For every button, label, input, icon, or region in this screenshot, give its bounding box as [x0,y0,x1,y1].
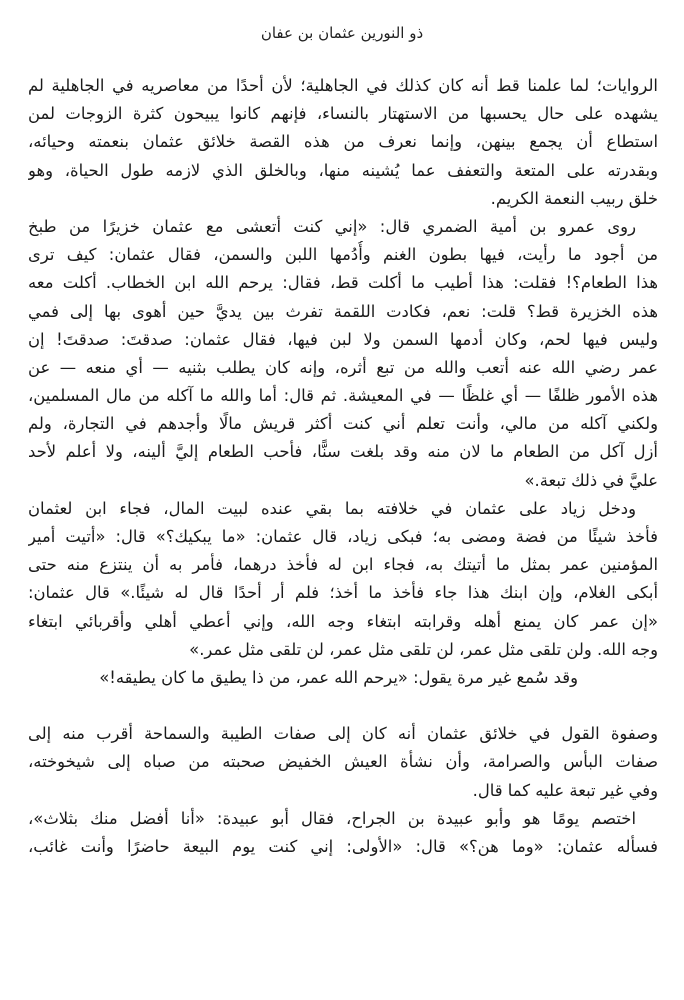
paragraph [28,495,658,664]
paragraph [28,720,658,805]
text-line: يشهده على حال يحسبها من الاستهتار بالنساء، فإنهم كانوا يبيحون كثرة الزوجات لمن [28,104,658,124]
text-line: هذا الطعام؟! فقلت: هذا أطيب ما أكلت قط، فقال: يرحم الله ابن الخطاب. أكلت معه [28,273,658,293]
paragraph [28,213,658,495]
text-line: ودخل زياد على عثمان في خلافته بما بقي عنده لبيت المال، فجاء ابن لعثمان [28,498,636,518]
text-line: روى عمرو بن أمية الضمري قال: «إني كنت أتعشى مع عثمان خزيرًا من طبخ [28,216,636,236]
text-line: من أجود ما رأيت، فيها بطون الغنم وأُدُمها اللبن والسمن، فقال عثمان: كيف ترى [28,245,658,265]
text-line: أبكى الغلام، وإن ابنك هذا جاء فأخذ ما أخذ؛ فلم أر أحدًا قال له شيئًا.» قال عثمان: [28,583,658,603]
paragraph [28,72,658,213]
page-body [28,72,658,861]
text-line: الروايات؛ لما علمنا قط أنه كان كذلك في الجاهلية؛ لأن أحدًا من معاصريه في الجاهلية لم [28,76,658,95]
paragraph [28,805,658,861]
text-line: خلق ربيب النعمة الكريم. [490,188,658,208]
paragraph-gap [28,692,658,720]
text-line: اختصم يومًا هو وأبو عبيدة بن الجراح، فقال أبو عبيدة: «أنا أفضل منك بثلاث»، [28,808,636,828]
text-line: «إن عمر كان يمنع أهله وقرابته ابتغاء وجه الله، وإني أعطي أهلي وأقربائي ابتغاء [28,611,658,631]
text-line: وليس فيها لحم، وكان أدمها السمن ولا لبن فيها، فقال عثمان: صدقتَ: صدقتَ! إن [28,329,658,349]
text-line: وجه الله. ولن تلقى مثل عمر، لن تلقى مثل عمر، لن تلقى مثل عمر.» [189,639,658,659]
text-line: هذه الأمور ظلفًا — أي غلظًا — في المعيشة. ثم قال: أما والله ما آكله من مال المسلمين، [28,386,658,406]
text-line: أزل آكل من الطعام ما لان منه وقد بلغت سنًّا، فأحب الطعام إليَّ ألينه، ولا أعلم لأحد [28,442,658,462]
text-line: فسأله عثمان: «وما هن؟» قال: «الأولى: إني كنت يوم البيعة حاضرًا وأنت غائب، [28,836,658,856]
text-line: فأخذ شيئًا من فضة ومضى به؛ فبكى زياد، قال عثمان: «ما يبكيك؟» قال: «أتيت أمير [28,527,658,546]
text-line: وقد سُمع غير مرة يقول: «يرحم الله عمر، من ذا يطيق ما كان يطيقه!» [99,667,578,687]
text-line: وصفوة القول في خلائق عثمان أنه كان إلى صفات الطيبة والسماحة أقرب منه إلى [28,724,658,744]
text-line: ولكني آكله من مالي، وأنت تعلم أني كنت أكثر قريش مالًا وأجدهم في التجارة، ولم [28,414,658,434]
text-line: عليَّ في ذلك تبعة.» [524,470,658,490]
text-line: هذه الخزيرة قط؟ قلت: نعم، فكادت اللقمة تفرث بين يديَّ حين أهوى بها إلى فمي [28,301,658,321]
running-header: ذو النورين عثمان بن عفان [260,24,424,42]
text-line: المؤمنين عمر بمثل ما أتيتك به، فجاء ابن له فأخذ درهما، فأمر به أن ينتزع منه حتى [28,555,658,575]
text-line: عمر رضي الله عنه أتعب والله من تبع أثره، وإنه كان يطلب بثنيه — أي منعه — عن [28,357,658,377]
text-line: صفات البأس والصرامة، وأن نشأة العيش الخفيض صحبته من صباه إلى شيخوخته، [28,752,658,772]
text-line: استطاع أن يجمع بينهن، وإنما نعرف من هذه القصة خلائق عثمان بنعمته وحيائه، [28,132,658,152]
paragraph [28,664,658,692]
text-line: وفي غير تبعة عليه كما قال. [472,780,658,800]
text-line: وبقدرته على المتعة والتعفف عما يُشينه منها، وبالخلق الذي لازمه طول الحياة، وهو [28,160,658,180]
